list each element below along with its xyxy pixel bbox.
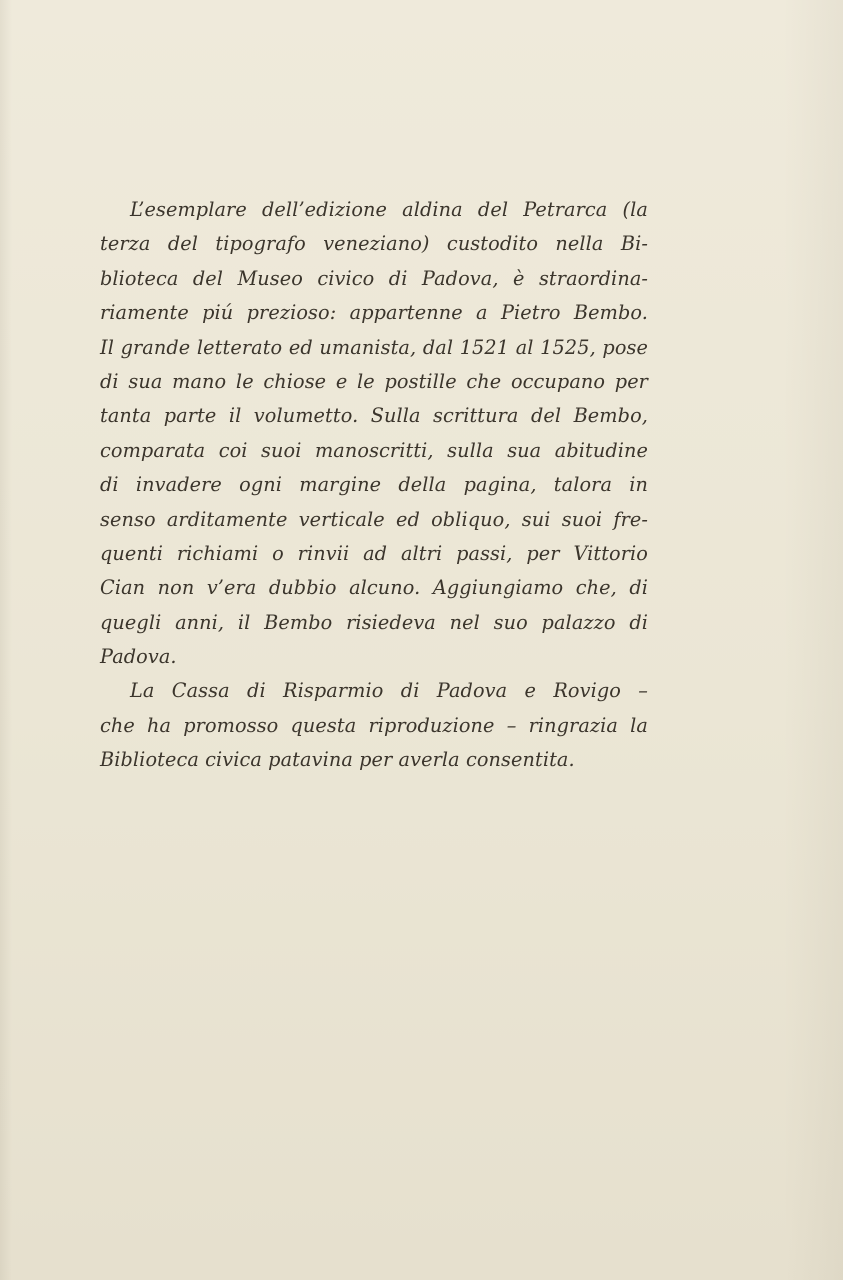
text-line: L’esemplare dell’edizione aldina del Petrarca (la	[130, 198, 648, 221]
text-line: Padova.	[100, 645, 177, 669]
paragraph-1	[100, 193, 648, 674]
text-line: blioteca del Museo civico di Padova, è straordina-	[100, 266, 648, 290]
text-line: Biblioteca civica patavina per averla consentita.	[100, 748, 575, 772]
text-line: tanta parte il volumetto. Sulla scrittura del Bembo,	[100, 404, 648, 428]
text-line: che ha promosso questa riproduzione – ringrazia la	[100, 713, 648, 737]
text-line: Cian non v’era dubbio alcuno. Aggiungiamo che, di	[100, 576, 648, 600]
body-text	[100, 193, 648, 778]
text-line: di invadere ogni margine della pagina, talora in	[100, 473, 648, 497]
text-line: La Cassa di Risparmio di Padova e Rovigo –	[130, 679, 648, 703]
text-line: comparata coi suoi manoscritti, sulla sua abitudine	[100, 438, 648, 462]
text-line: quenti richiami o rinvii ad altri passi, per Vittorio	[100, 541, 648, 565]
text-line: quegli anni, il Bembo risiedeva nel suo palazzo di	[100, 610, 648, 634]
text-line: di sua mano le chiose e le postille che occupano per	[100, 369, 648, 393]
text-line: senso arditamente verticale ed obliquo, sui suoi fre-	[100, 507, 648, 531]
text-line: terza del tipografo veneziano) custodito nella Bi-	[100, 232, 648, 256]
paragraph-2	[100, 674, 648, 777]
text-line: Il grande letterato ed umanista, dal 1521 al 1525, pose	[100, 335, 648, 359]
text-line: riamente piú prezioso: appartenne a Pietro Bembo.	[100, 301, 648, 325]
